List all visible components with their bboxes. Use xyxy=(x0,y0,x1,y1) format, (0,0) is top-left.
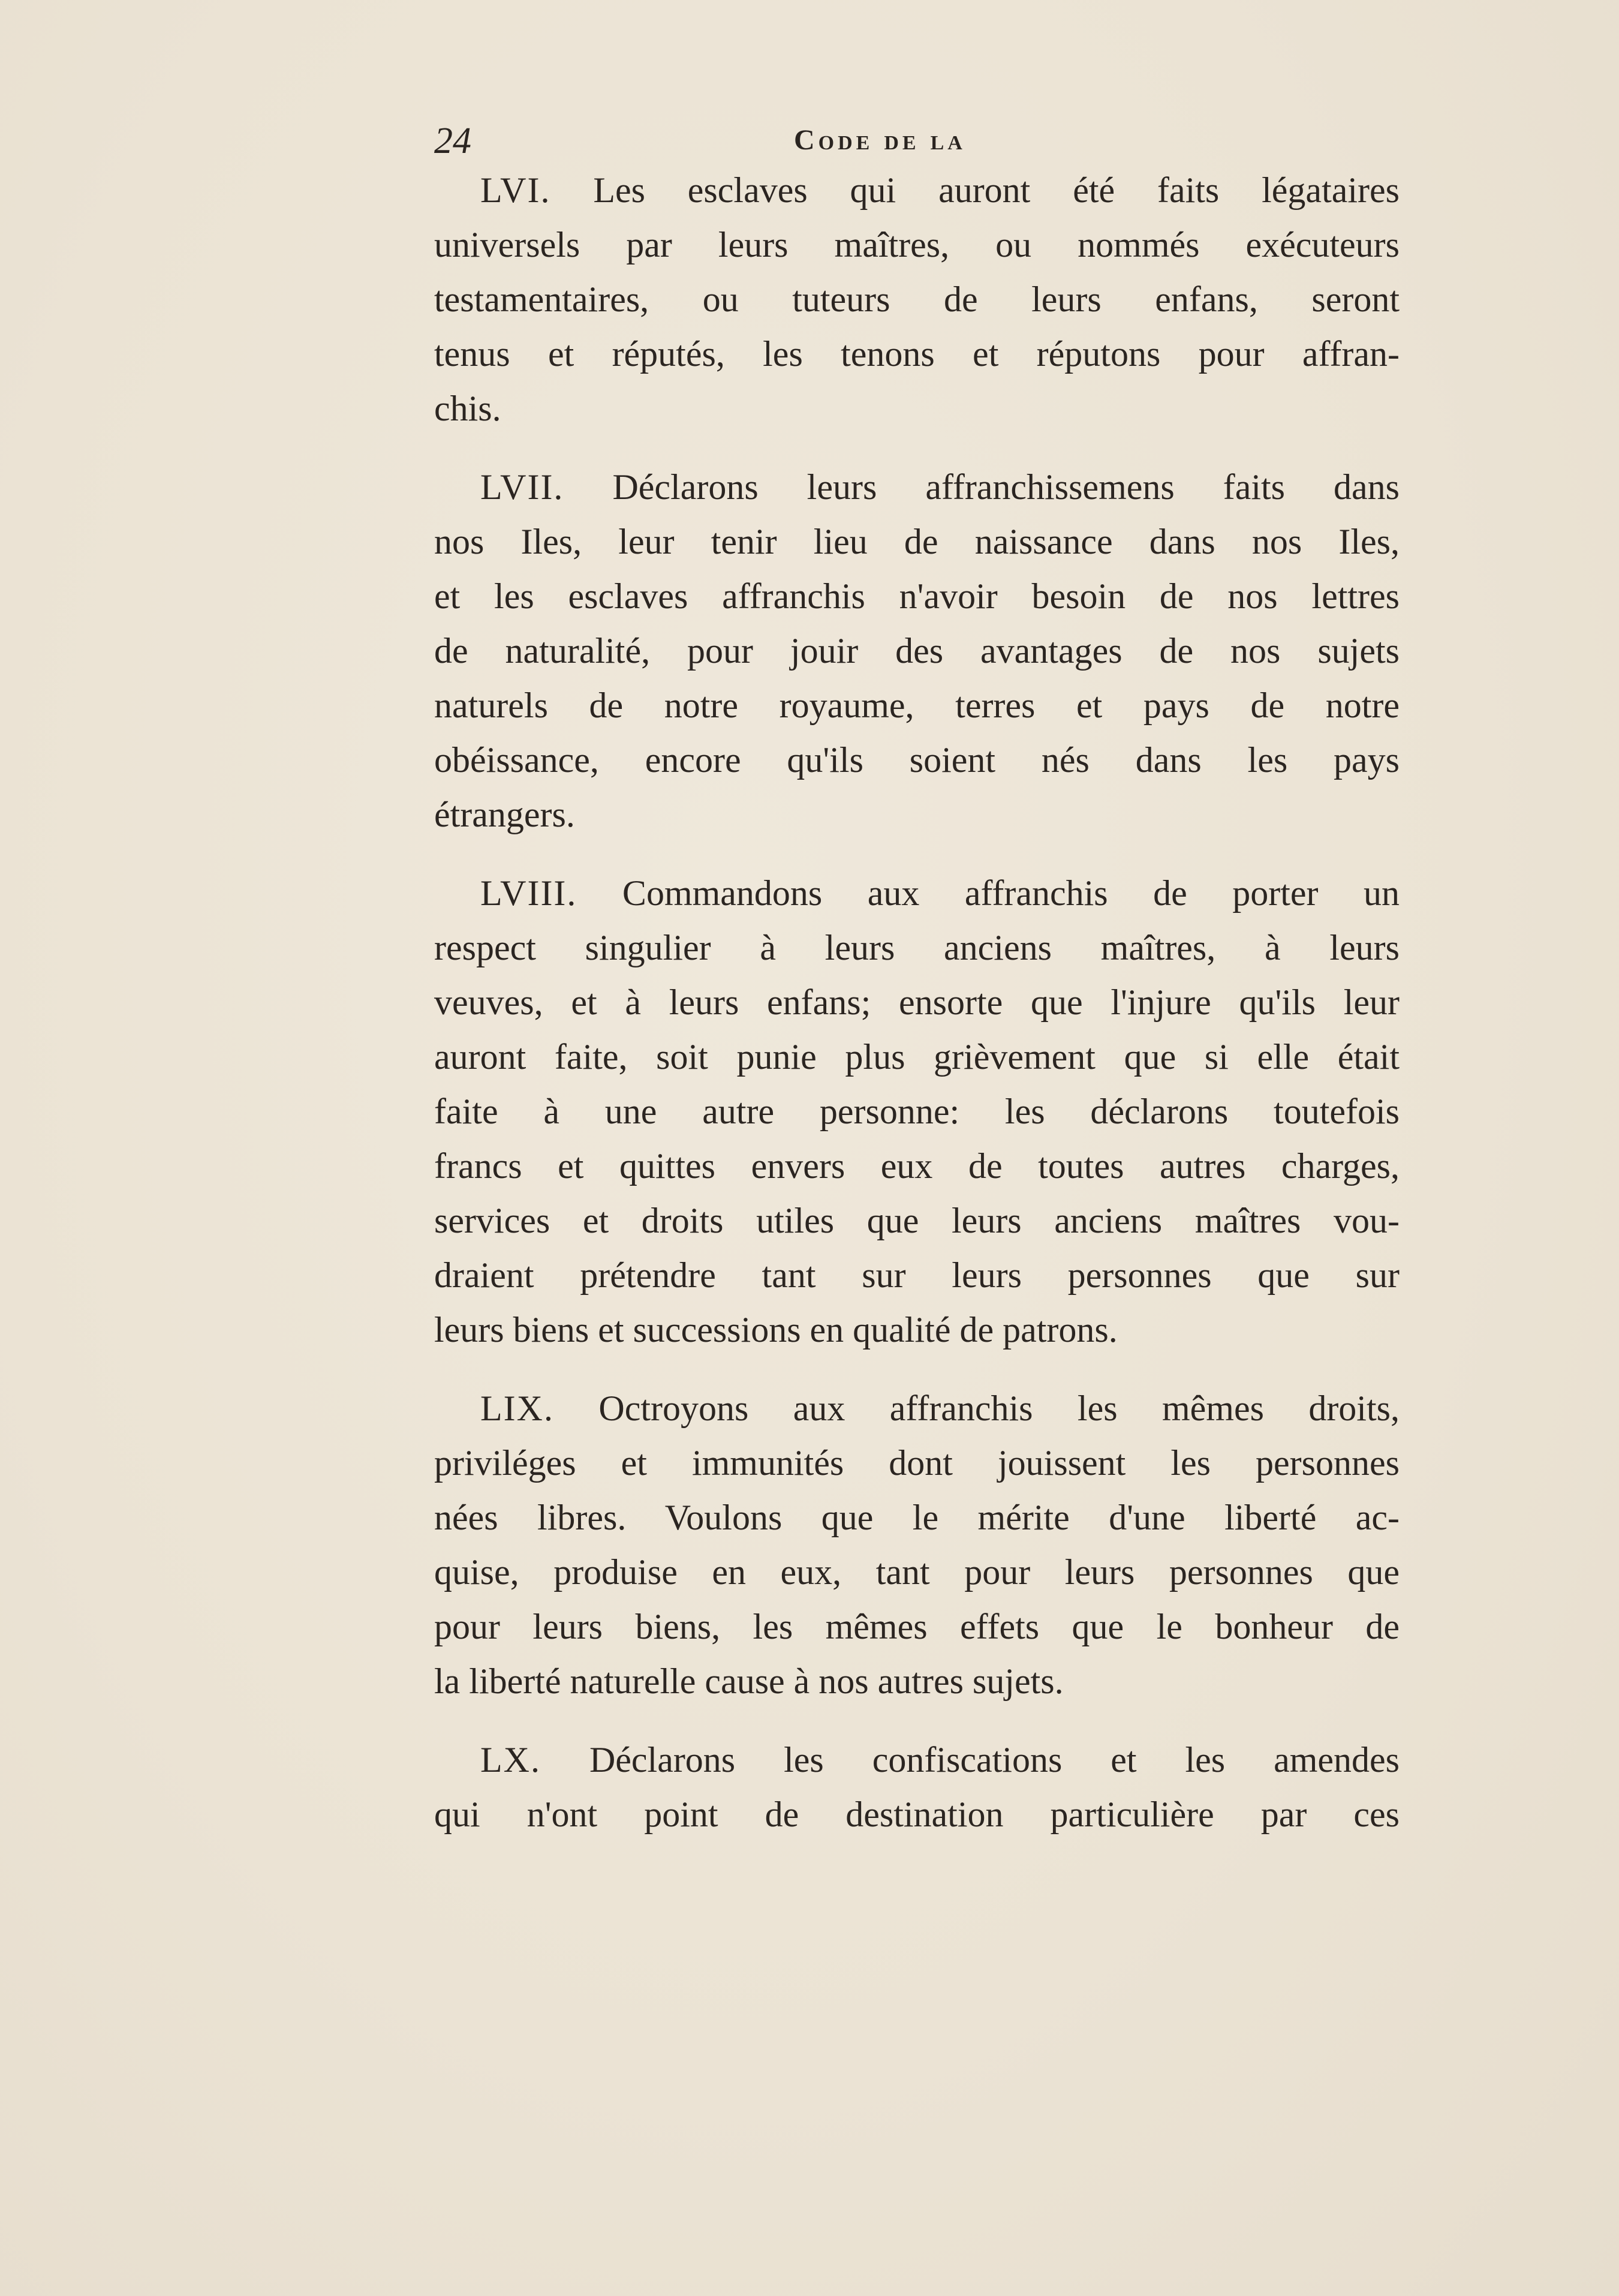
text-line: de naturalité, pour jouir des avantages de nos sujets xyxy=(434,631,1400,671)
line-text: Les esclaves qui auront été faits légataires xyxy=(593,170,1400,210)
text-line: faite à une autre personne: les déclarons toutefois xyxy=(434,1092,1400,1131)
article-numeral: LIX. xyxy=(480,1389,554,1428)
article-lviii xyxy=(434,866,1400,1357)
text-line: qui n'ont point de destination particulière par ces xyxy=(434,1795,1400,1834)
article-gap xyxy=(434,1709,1400,1733)
text-line: leurs biens et successions en qualité de patrons. xyxy=(434,1310,1118,1350)
text-line xyxy=(434,163,1400,218)
text-body xyxy=(434,163,1400,1842)
text-line: chis. xyxy=(434,389,501,428)
text-line: veuves, et à leurs enfans; ensorte que l'injure qu'ils leur xyxy=(434,982,1400,1022)
line-text: Déclarons les confiscations et les amendes xyxy=(589,1740,1400,1780)
article-lix xyxy=(434,1381,1400,1709)
text-line: auront faite, soit punie plus grièvement que si elle était xyxy=(434,1037,1400,1077)
text-line: quise, produise en eux, tant pour leurs personnes que xyxy=(434,1552,1400,1592)
article-numeral: LVII. xyxy=(480,467,564,507)
text-line: nos Iles, leur tenir lieu de naissance dans nos Iles, xyxy=(434,522,1400,561)
article-lx xyxy=(434,1733,1400,1842)
text-line: priviléges et immunités dont jouissent les personnes xyxy=(434,1443,1400,1483)
page-header xyxy=(434,120,1406,168)
article-gap xyxy=(434,1357,1400,1381)
text-line: francs et quittes envers eux de toutes autres charges, xyxy=(434,1146,1400,1186)
text-line: respect singulier à leurs anciens maîtres, à leurs xyxy=(434,928,1400,967)
text-line: étrangers. xyxy=(434,795,575,834)
page-number: 24 xyxy=(434,121,471,161)
article-numeral: LVI. xyxy=(480,170,551,210)
text-line xyxy=(434,1733,1400,1787)
text-line: naturels de notre royaume, terres et pays de notre xyxy=(434,686,1400,725)
text-line: nées libres. Voulons que le mérite d'une liberté ac- xyxy=(434,1498,1400,1537)
article-numeral: LVIII. xyxy=(480,873,577,913)
text-line: la liberté naturelle cause à nos autres sujets. xyxy=(434,1661,1064,1701)
line-text: Commandons aux affranchis de porter un xyxy=(622,873,1400,913)
text-line: services et droits utiles que leurs anciens maîtres vou- xyxy=(434,1201,1400,1240)
article-gap xyxy=(434,436,1400,460)
line-text: Octroyons aux affranchis les mêmes droits, xyxy=(598,1389,1400,1428)
text-line xyxy=(434,866,1400,921)
text-line: testamentaires, ou tuteurs de leurs enfans, seront xyxy=(434,280,1400,319)
text-line xyxy=(434,460,1400,515)
text-line xyxy=(434,1381,1400,1436)
article-lvii xyxy=(434,460,1400,842)
text-line: obéissance, encore qu'ils soient nés dans les pays xyxy=(434,740,1400,780)
article-gap xyxy=(434,842,1400,866)
text-line: pour leurs biens, les mêmes effets que le bonheur de xyxy=(434,1607,1400,1646)
running-title: Code de la xyxy=(794,124,966,156)
article-numeral: LX. xyxy=(480,1740,541,1780)
text-line: universels par leurs maîtres, ou nommés exécuteurs xyxy=(434,225,1400,265)
article-lvi xyxy=(434,163,1400,436)
line-text: Déclarons leurs affranchissemens faits dans xyxy=(612,467,1400,507)
text-line: draient prétendre tant sur leurs personnes que sur xyxy=(434,1255,1400,1295)
text-line: tenus et réputés, les tenons et réputons pour affran- xyxy=(434,334,1400,374)
text-line: et les esclaves affranchis n'avoir besoin de nos lettres xyxy=(434,576,1400,616)
